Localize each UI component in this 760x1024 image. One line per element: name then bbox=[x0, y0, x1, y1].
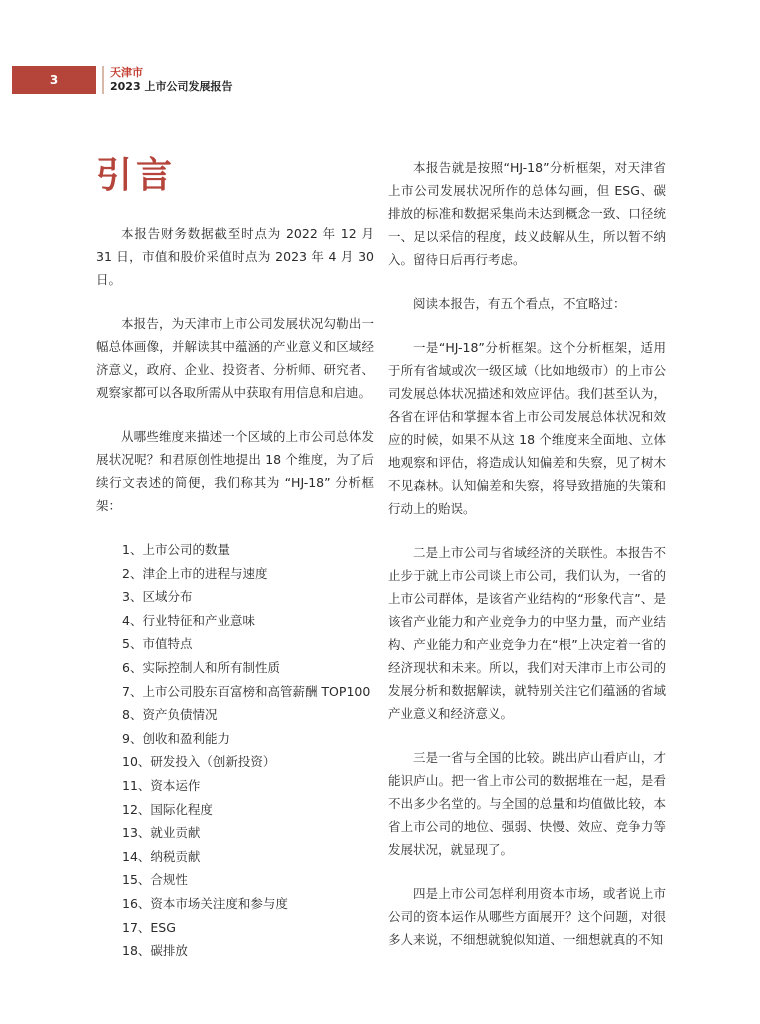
dimension-list bbox=[96, 538, 374, 963]
list-item: 9、创收和盈利能力 bbox=[122, 730, 230, 746]
right-column bbox=[388, 156, 666, 972]
paragraph: 本报告财务数据截至时点为 2022 年 12 月 31 日，市值和股价采值时点为 2023 年 4 月 30 日。 bbox=[96, 226, 374, 287]
paragraph: 一是“HJ-18”分析框架。这个分析框架，适用于所有省域或次一级区域（比如地级市）的上市公司发展总体状况描述和效应评估。我们甚至认为，各省在评估和掌握本省上市公司发展总体状况和效应的时候，如果不从这 18 个维度来全面地、立体地观察和评估，将造成认知偏差和失察，见了树木不见森林。认知偏差和失察，将导致措施的失策和行动上的贻误。 bbox=[388, 340, 666, 516]
list-item: 1、上市公司的数量 bbox=[122, 542, 230, 557]
paragraph: 从哪些维度来描述一个区域的上市公司总体发展状况呢？和君原创性地提出 18 个维度，为了后续行文表述的简便，我们称其为 “HJ-18” 分析框架： bbox=[96, 429, 374, 513]
list-item: 14、纳税贡献 bbox=[122, 848, 201, 864]
header-city: 天津市 bbox=[110, 66, 143, 79]
paragraph: 二是上市公司与省域经济的关联性。本报告不止步于就上市公司谈上市公司，我们认为，一省的上市公司群体，是该省产业结构的“形象代言”、是该省产业能力和产业竞争力的中坚力量，而产业结构、产业能力和产业竞争力在“根”上决定着一省的经济现状和未来。所以，我们对天津市上市公司的发展分析和数据解读，就特别关注它们蕴涵的省域产业意义和经济意义。 bbox=[388, 545, 666, 721]
page-number: 3 bbox=[49, 73, 59, 87]
paragraph: 四是上市公司怎样利用资本市场，或者说上市公司的资本运作从哪些方面展开？这个问题，对很多人来说，不细想就貌似知道、一细想就真的不知 bbox=[388, 886, 666, 947]
list-item: 2、津企上市的进程与速度 bbox=[122, 565, 268, 581]
left-column bbox=[96, 222, 374, 963]
paragraph: 阅读本报告，有五个看点，不宜略过： bbox=[413, 296, 626, 311]
header-report-title: 2023 上市公司发展报告 bbox=[110, 80, 233, 93]
list-item: 18、碳排放 bbox=[122, 943, 188, 959]
list-item: 3、区域分布 bbox=[122, 589, 193, 605]
page-number-badge bbox=[12, 66, 96, 94]
list-item: 6、实际控制人和所有制性质 bbox=[122, 659, 280, 675]
section-title: 引言 bbox=[96, 155, 177, 196]
paragraph: 三是一省与全国的比较。跳出庐山看庐山，才能识庐山。把一省上市公司的数据堆在一起，是看不出多少名堂的。与全国的总量和均值做比较，本省上市公司的地位、强弱、快慢、效应、竞争力等发展状况，就显现了。 bbox=[388, 750, 666, 857]
paragraph: 本报告，为天津市上市公司发展状况勾勒出一幅总体画像，并解读其中蕴涵的产业意义和区域经济意义，政府、企业、投资者、分析师、研究者、观察家都可以各取所需从中获取有用信息和启迪。 bbox=[96, 316, 374, 400]
header-divider bbox=[102, 66, 104, 94]
list-item: 11、资本运作 bbox=[122, 777, 201, 793]
list-item: 12、国际化程度 bbox=[122, 801, 213, 817]
list-item: 13、就业贡献 bbox=[122, 825, 201, 841]
paragraph: 本报告就是按照“HJ-18”分析框架，对天津省上市公司发展状况所作的总体勾画，但 ESG、碳排放的标准和数据采集尚未达到概念一致、口径统一、足以采信的程度，歧义歧解从生，所以暂不纳入。留待日后再行考虑。 bbox=[388, 160, 666, 267]
list-item: 15、合规性 bbox=[122, 872, 188, 888]
list-item: 16、资本市场关注度和参与度 bbox=[122, 895, 288, 911]
list-item: 17、ESG bbox=[122, 919, 176, 935]
list-item: 7、上市公司股东百富榜和高管薪酬 TOP100 bbox=[122, 683, 371, 699]
list-item: 4、行业特征和产业意味 bbox=[122, 612, 255, 628]
list-item: 10、研发投入（创新投资） bbox=[122, 754, 276, 770]
list-item: 5、市值特点 bbox=[122, 636, 193, 652]
list-item: 8、资产负债情况 bbox=[122, 707, 218, 723]
